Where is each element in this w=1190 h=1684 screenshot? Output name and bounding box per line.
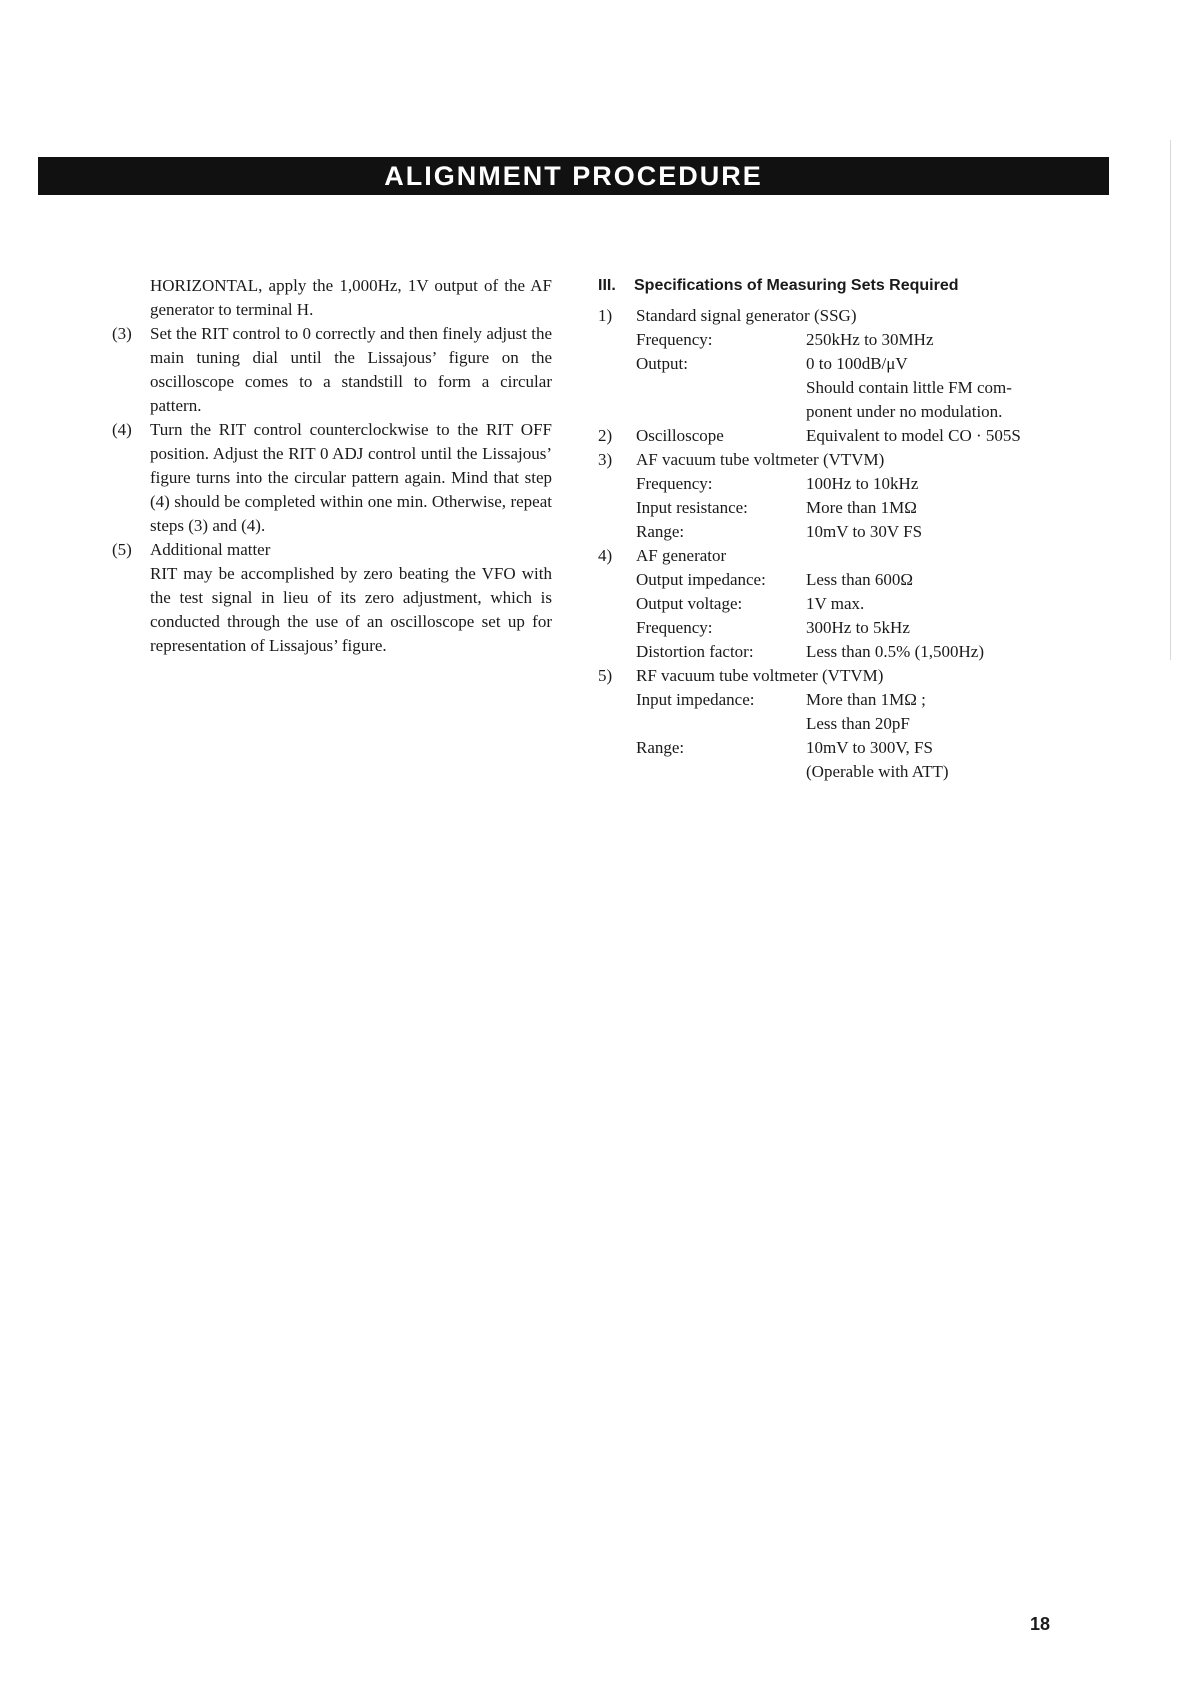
- spec-note: Less than 20pF: [806, 714, 910, 733]
- spec-row: Input resistance: More than 1MΩ: [636, 498, 917, 517]
- step-5: [112, 538, 552, 658]
- spec-row: Range: 10mV to 30V FS: [636, 522, 923, 541]
- spec-name: Standard signal generator (SSG): [636, 306, 857, 325]
- spec-row: Frequency: 250kHz to 30MHz: [636, 330, 934, 349]
- spec-note: ponent under no modulation.: [806, 402, 1003, 421]
- spec-number: 1): [598, 306, 613, 325]
- step-number: (3): [112, 324, 132, 343]
- spec-number: 3): [598, 450, 613, 469]
- spec-row: Frequency: 100Hz to 10kHz: [636, 474, 919, 493]
- step-3: [112, 322, 552, 418]
- spec-number: 4): [598, 546, 613, 565]
- spec-af-vtvm: [598, 448, 1118, 544]
- page-number: 18: [1030, 1614, 1051, 1634]
- step-text: Set the RIT control to 0 correctly and then finely adjust the main tuning dial until the Lissajous’ figure on the oscilloscope comes to a standstill to form a circular pattern.: [150, 324, 552, 415]
- spec-row: Input impedance: More than 1MΩ ;: [636, 690, 926, 709]
- continued-paragraph: HORIZONTAL, apply the 1,000Hz, 1V output of the AF generator to terminal H.: [150, 276, 552, 319]
- spec-row: Output voltage: 1V max.: [636, 594, 865, 613]
- spec-name: AF vacuum tube voltmeter (VTVM): [636, 450, 885, 469]
- spec-equivalent: Equivalent to model CO · 505S: [806, 426, 1021, 445]
- step-title: Additional matter: [150, 540, 271, 559]
- step-number: (5): [112, 540, 132, 559]
- spec-af-generator: [598, 544, 1118, 664]
- step-text: RIT may be accomplished by zero beating the VFO with the test signal in lieu of its zero adjustment, which is conducted through the use of an oscilloscope set up for representation of Lissajous’ figure.: [150, 564, 552, 655]
- step-text: Turn the RIT control counterclockwise to the RIT OFF position. Adjust the RIT 0 ADJ control until the Lissajous’ figure turns into the circular pattern again. Mind that step (4) should be completed within one min. Otherwise, repeat steps (3) and (4).: [150, 420, 552, 535]
- section-heading: [598, 274, 1118, 298]
- section-title: Specifications of Measuring Sets Required: [634, 277, 959, 294]
- section-banner: ALIGNMENT PROCEDURE: [38, 157, 1109, 195]
- spec-name: RF vacuum tube voltmeter (VTVM): [636, 666, 884, 685]
- spec-number: 2): [598, 426, 613, 445]
- right-column: [598, 274, 1118, 784]
- spec-row: Output: 0 to 100dB/μV: [636, 354, 908, 373]
- spec-row: Distortion factor: Less than 0.5% (1,500Hz): [636, 642, 984, 661]
- spec-name: AF generator: [636, 546, 727, 565]
- spec-rf-vtvm: [598, 664, 1118, 784]
- spec-name: Oscilloscope: [636, 426, 724, 445]
- spec-row: Output impedance: Less than 600Ω: [636, 570, 914, 589]
- spec-note: Should contain little FM com-: [806, 378, 1012, 397]
- section-number: III.: [598, 277, 616, 294]
- spec-oscilloscope: [598, 424, 1118, 448]
- spec-note: (Operable with ATT): [806, 762, 949, 781]
- left-column: [112, 274, 552, 658]
- step-number: (4): [112, 420, 132, 439]
- scan-edge-line: [1170, 140, 1171, 660]
- step-4: [112, 418, 552, 538]
- spec-number: 5): [598, 666, 613, 685]
- spec-row: Range: 10mV to 300V, FS: [636, 738, 933, 757]
- spec-ssg: [598, 304, 1118, 424]
- spec-row: Frequency: 300Hz to 5kHz: [636, 618, 910, 637]
